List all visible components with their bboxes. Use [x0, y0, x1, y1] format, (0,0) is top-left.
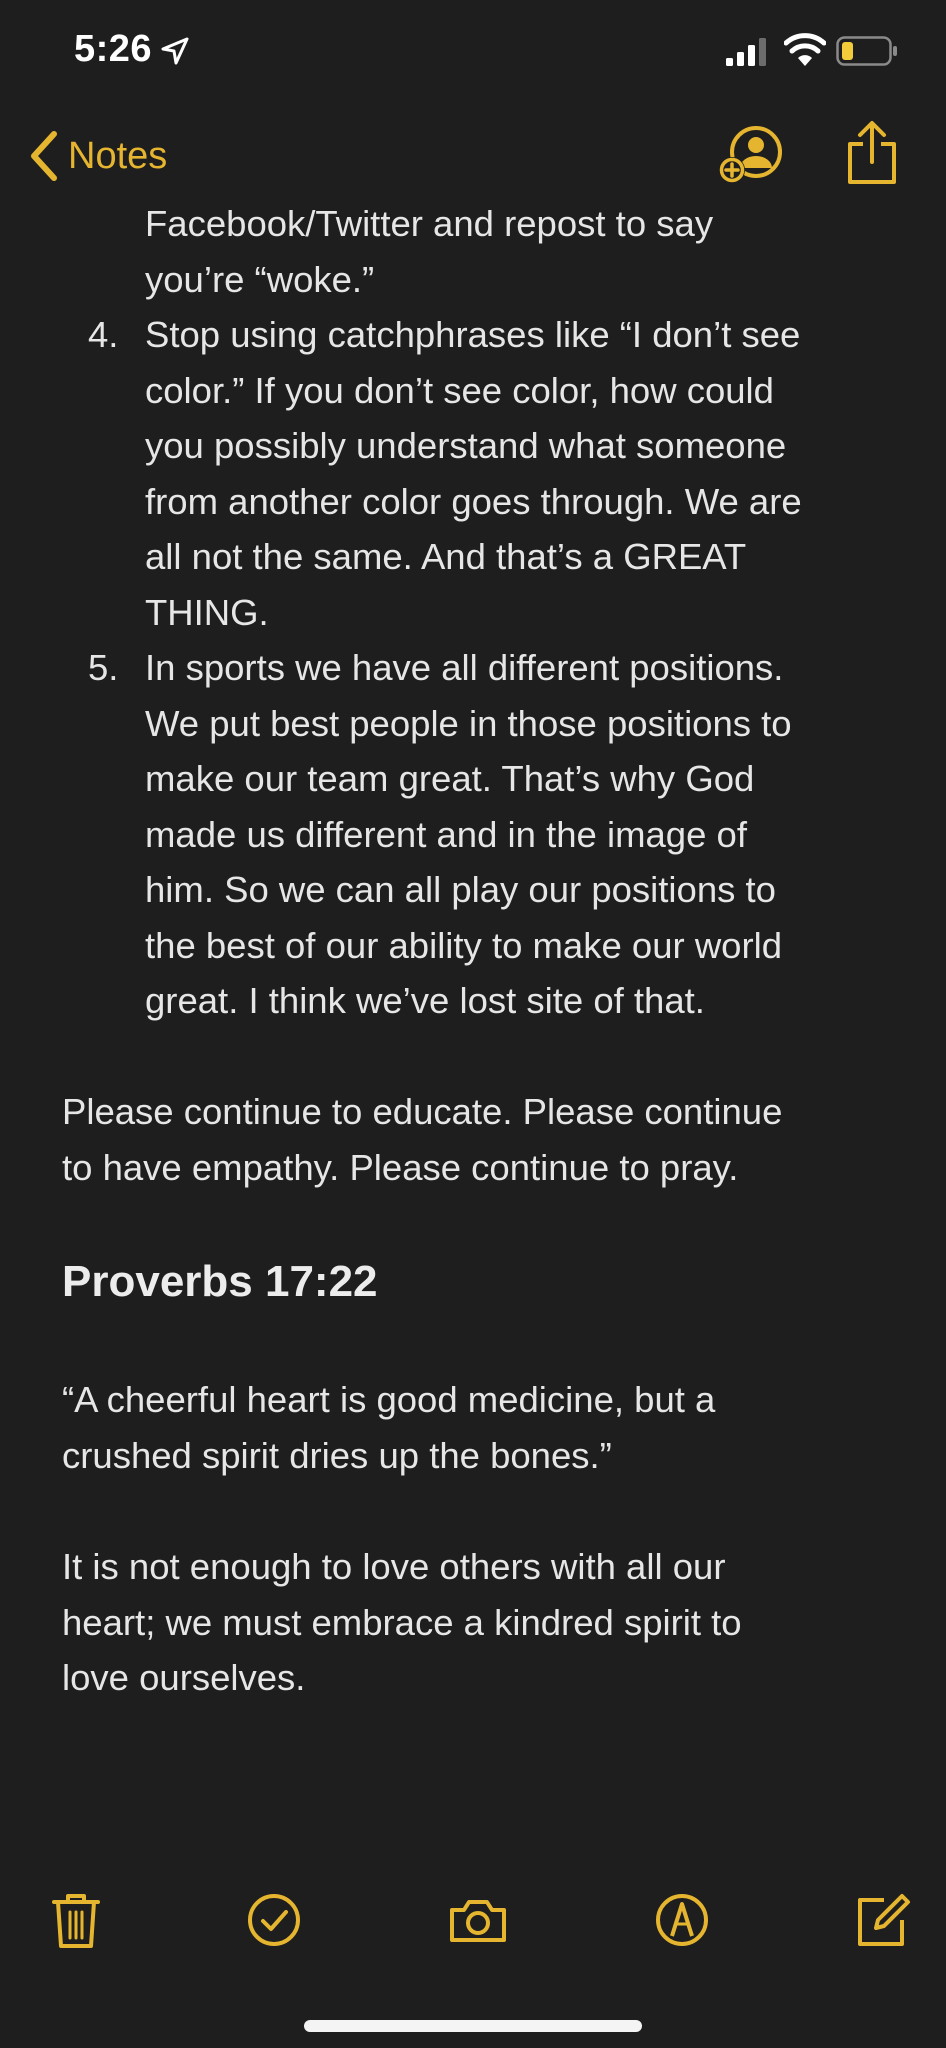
- camera-icon[interactable]: [448, 1890, 508, 1950]
- trash-icon[interactable]: [46, 1890, 106, 1950]
- share-icon[interactable]: [844, 120, 900, 186]
- list-item-number: 5.: [88, 647, 119, 688]
- paragraph-line: love ourselves.: [62, 1657, 306, 1698]
- list-item-text-line: him. So we can all play our positions to: [145, 869, 776, 910]
- list-item-text-line: made us different and in the image of: [145, 813, 747, 855]
- list-item-text-line: In sports we have all different positions.: [145, 647, 784, 688]
- quote-line: “A cheerful heart is good medicine, but a: [62, 1379, 716, 1420]
- list-item-text-line: from another color goes through. We are: [145, 480, 802, 522]
- list-item-number: 4.: [88, 314, 119, 355]
- status-time: 5:26: [74, 28, 153, 70]
- wifi-icon: [784, 33, 826, 67]
- list-item-text-line: you possibly understand what someone: [145, 425, 787, 466]
- checklist-icon[interactable]: [244, 1890, 304, 1950]
- compose-icon[interactable]: [852, 1890, 912, 1950]
- list-item-text-line: make our team great. That’s why God: [145, 758, 755, 799]
- list-item-text-line: Stop using catchphrases like “I don’t see: [145, 314, 801, 355]
- list-item-text-line: We put best people in those positions to: [145, 702, 792, 744]
- paragraph-line: to have empathy. Please continue to pray.: [62, 1146, 739, 1188]
- list-item-text-line: the best of our ability to make our world: [145, 924, 783, 966]
- paragraph-line: heart; we must embrace a kindred spirit to: [62, 1601, 742, 1643]
- status-bar: [0, 0, 946, 104]
- location-arrow-icon: [160, 36, 190, 66]
- battery-low-icon: [836, 36, 898, 66]
- bottom-toolbar: [0, 1880, 946, 1960]
- list-item-text-line: THING.: [145, 591, 269, 633]
- paragraph-line: It is not enough to love others with all our: [62, 1546, 726, 1587]
- add-person-icon[interactable]: [718, 124, 784, 186]
- back-button[interactable]: [28, 126, 167, 186]
- list-item-text-line: you’re “woke.”: [145, 258, 375, 300]
- list-item-text-line: all not the same. And that’s a GREAT: [145, 536, 747, 577]
- navigation-bar: [0, 104, 946, 204]
- cellular-signal-icon: [726, 38, 770, 66]
- quote-line: crushed spirit dries up the bones.”: [62, 1434, 612, 1476]
- home-indicator[interactable]: [304, 2020, 642, 2032]
- list-item-text-line: color.” If you don’t see color, how could: [145, 369, 774, 411]
- paragraph-line: Please continue to educate. Please continue: [62, 1091, 783, 1132]
- chevron-left-icon: [28, 130, 58, 182]
- back-label: Notes: [68, 134, 168, 177]
- note-heading: Proverbs 17:22: [62, 1257, 378, 1306]
- list-item-text-line: great. I think we’ve lost site of that.: [145, 980, 705, 1021]
- list-item-text-line: Facebook/Twitter and repost to say: [145, 203, 714, 244]
- markup-icon[interactable]: [652, 1890, 712, 1950]
